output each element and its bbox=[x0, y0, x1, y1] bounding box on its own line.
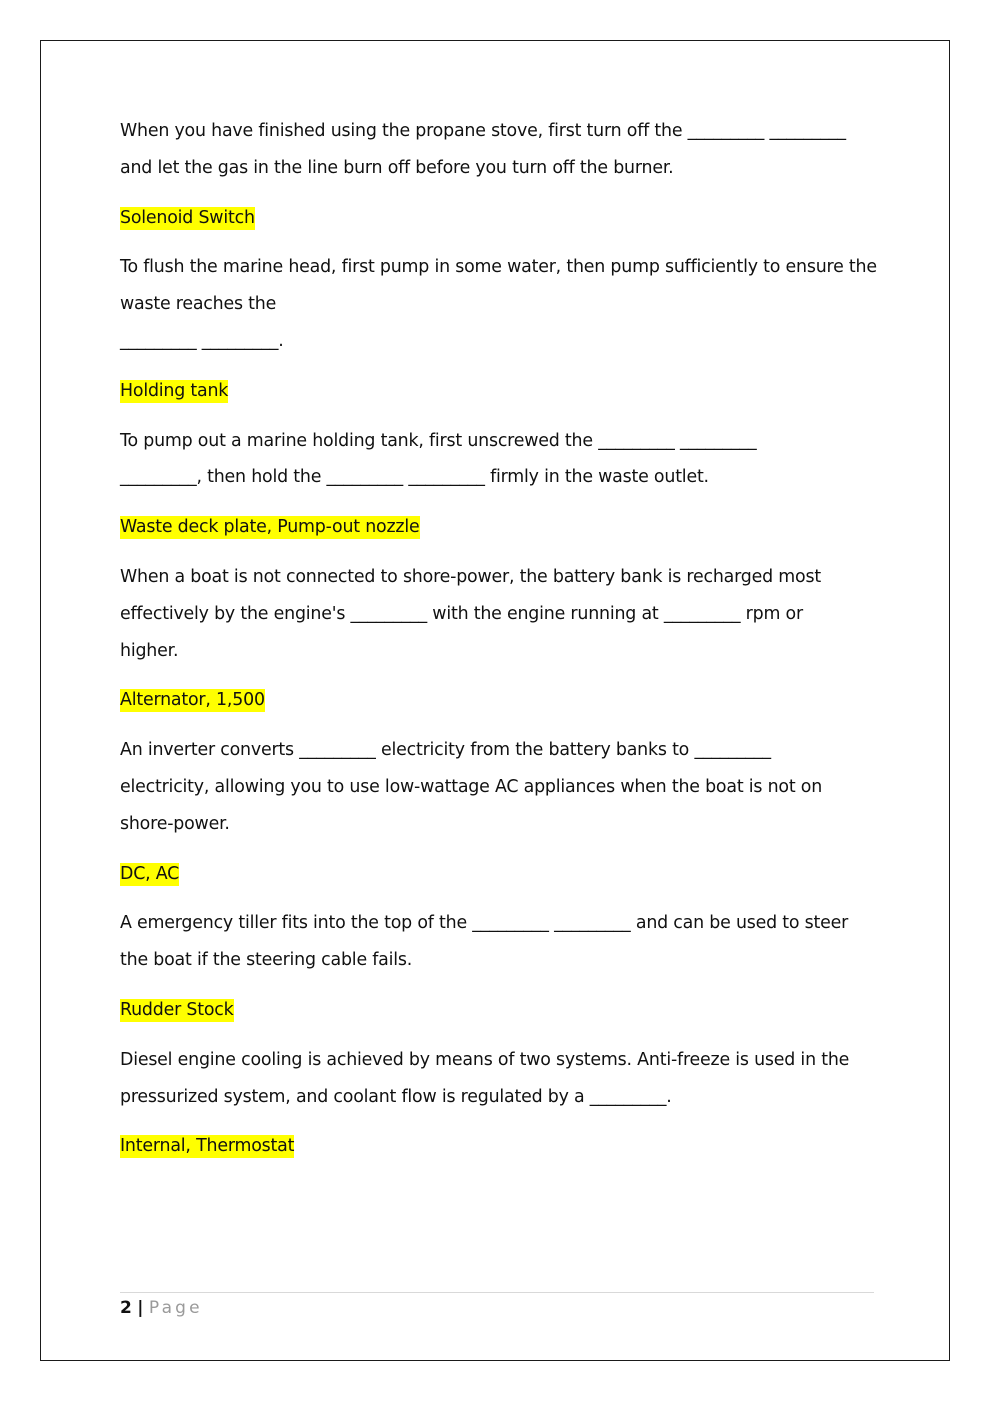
answer-highlight: Solenoid Switch bbox=[120, 207, 255, 228]
question-5: An inverter converts _________ electricity from the battery banks to _________ electricity, allowing you to use low-wattage AC appliances when the boat is not on shore-power. bbox=[120, 740, 823, 834]
page-footer bbox=[120, 1296, 203, 1320]
question-3: To pump out a marine holding tank, first unscrewed the _________ _________ _________, then hold the _________ _________ firmly in the waste outlet. bbox=[120, 430, 757, 488]
footer-divider bbox=[120, 1292, 874, 1293]
answer-highlight: Rudder Stock bbox=[120, 999, 234, 1020]
page-number: 2 bbox=[120, 1298, 132, 1318]
answer-highlight: Holding tank bbox=[120, 380, 229, 401]
document-body bbox=[120, 113, 880, 1178]
answer-7 bbox=[120, 1128, 880, 1165]
answer-3 bbox=[120, 509, 880, 546]
answer-highlight: Internal, Thermostat bbox=[120, 1136, 295, 1157]
answer-5 bbox=[120, 856, 880, 893]
answer-4 bbox=[120, 682, 880, 719]
question-6: A emergency tiller fits into the top of the _________ _________ and can be used to steer the boat if the steering cable fails. bbox=[120, 913, 849, 971]
footer-separator: | bbox=[137, 1298, 144, 1318]
question-4: When a boat is not connected to shore-power, the battery bank is recharged most effectively by the engine's _________ with the engine running at _________ rpm or higher. bbox=[120, 566, 821, 661]
question-1: When you have finished using the propane stove, first turn off the _________ _________ and let the gas in the line burn off before you turn off the burner. bbox=[120, 121, 846, 178]
answer-1 bbox=[120, 200, 880, 237]
answer-2 bbox=[120, 373, 880, 410]
page-label: Page bbox=[148, 1298, 203, 1318]
answer-highlight: DC, AC bbox=[120, 863, 180, 884]
answer-6 bbox=[120, 992, 880, 1029]
answer-highlight: Waste deck plate, Pump-out nozzle bbox=[120, 517, 420, 538]
question-7: Diesel engine cooling is achieved by means of two systems. Anti-freeze is used in the pressurized system, and coolant flow is regulated by a _________. bbox=[120, 1049, 850, 1107]
question-2: To flush the marine head, first pump in some water, then pump sufficiently to ensure the waste reaches the _________ _________. bbox=[120, 257, 877, 351]
answer-highlight: Alternator, 1,500 bbox=[120, 690, 265, 711]
